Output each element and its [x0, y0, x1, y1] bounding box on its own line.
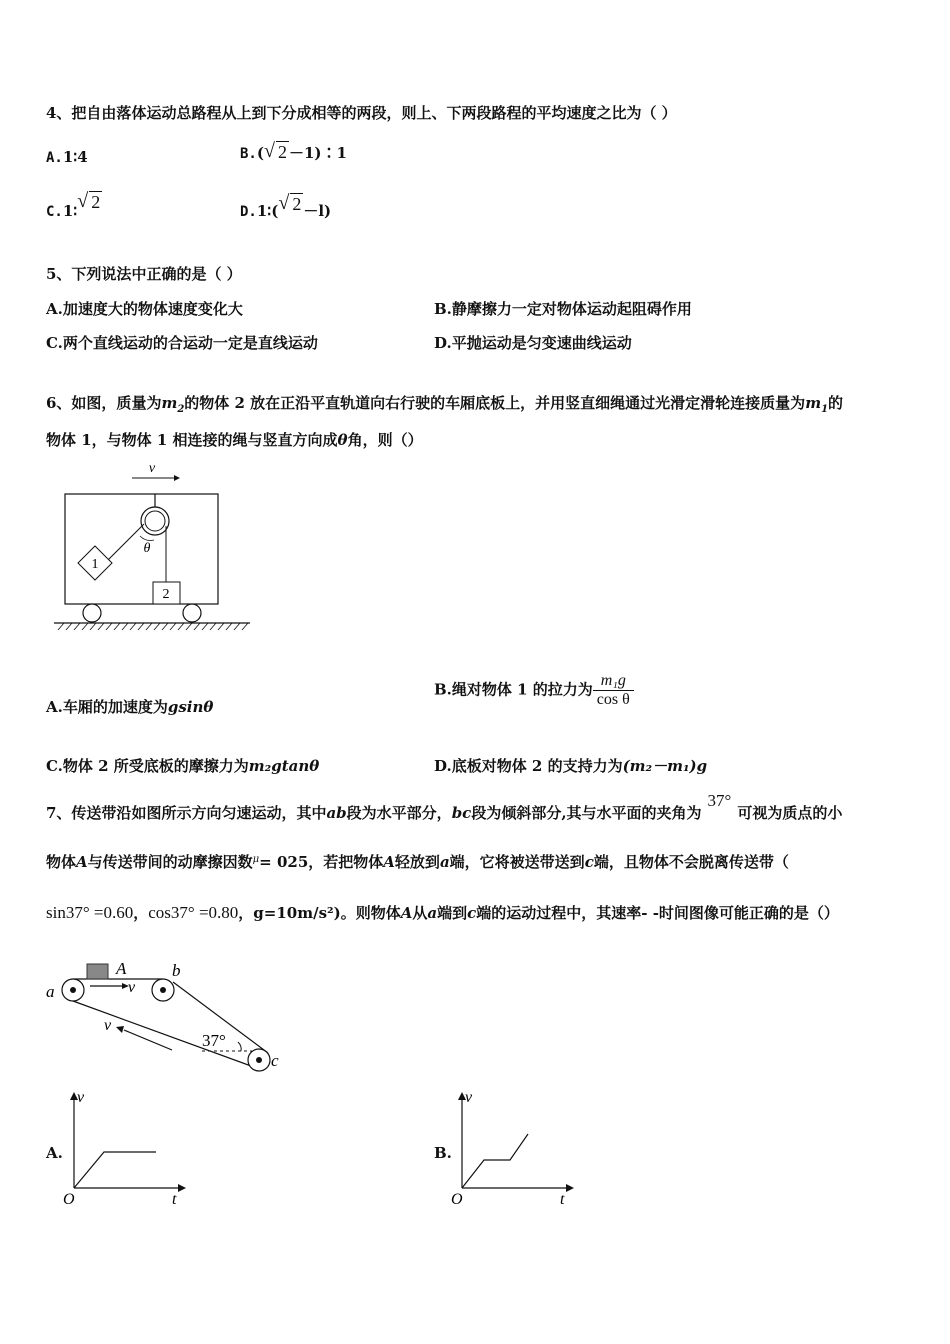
q7-a-end: a: [439, 853, 450, 871]
q4-c-label: C.: [46, 204, 63, 220]
q4-c-pre: 1∶: [62, 202, 78, 220]
q4-d-label: D.: [240, 204, 257, 220]
fig-label-c: c: [271, 1051, 279, 1070]
q4-d-post: －l): [303, 202, 332, 220]
svg-text:2: 2: [162, 587, 170, 602]
q7-graph-a: [60, 1088, 190, 1210]
graph-b-o-label: O: [451, 1191, 463, 1208]
q7-line2-e: 端，它将被送带送到: [449, 853, 585, 871]
q4-b-label: B.: [240, 146, 257, 162]
q7-sin: sin37° =0.60: [46, 903, 134, 922]
q4-a-text: 1∶4: [62, 148, 88, 166]
fig-v-label: v: [148, 461, 156, 476]
graph-a-o-label: O: [63, 1191, 75, 1208]
angled-rope: [106, 524, 144, 562]
q6-line1-a: 6、如图，质量为: [46, 394, 162, 412]
q6-option-a: [46, 696, 213, 717]
q7-graph-b: [448, 1088, 578, 1210]
fig-v-top: v: [128, 979, 136, 996]
q4-option-c: [46, 190, 102, 221]
q6-d-expr: (m₂－m₁)g: [622, 757, 708, 775]
q6-a-pre: A.车厢的加速度为: [46, 698, 168, 716]
q7-conveyor-figure: [42, 956, 292, 1076]
q7-line2: [46, 851, 789, 872]
q7-bc: bc: [451, 804, 472, 822]
q6-theta: θ: [337, 431, 348, 449]
q6-d-pre: D.底板对物体 2 的支持力为: [434, 757, 623, 775]
q4-b-post: －1)∶1: [288, 144, 347, 162]
block-2: [153, 582, 180, 604]
q6-line2-b: 角，则（）: [347, 431, 423, 449]
q7-line3-d: 端的运动过程中，其速率- -时间图像可能正确的是（）: [476, 904, 839, 922]
q7-line2-b: 与传送带间的动摩擦因数: [87, 853, 253, 871]
graph-b-t-label: t: [560, 1191, 565, 1208]
q7-option-a-label: A.: [46, 1144, 63, 1162]
q5-option-c: C.两个直线运动的合运动一定是直线运动: [46, 334, 318, 352]
q4-d-pre: 1∶(: [256, 202, 279, 220]
q5-stem: 5、下列说法中正确的是（ ）: [46, 265, 242, 283]
block-1: [78, 546, 112, 580]
t-axis-arrow: [178, 1184, 186, 1192]
q7-c-end: c: [584, 853, 594, 871]
q6-b-pre: B.绳对物体 1 的拉力为: [434, 680, 593, 699]
roller-b: [152, 979, 174, 1001]
theta-arc: [140, 536, 154, 541]
q6-line2: [46, 429, 423, 450]
block-A: [87, 964, 108, 979]
q4-option-d: [240, 192, 332, 221]
pulley-icon: [141, 494, 169, 535]
q5-option-b: B.静摩擦力一定对物体运动起阻碍作用: [434, 300, 692, 318]
fig-label-A: A: [116, 959, 127, 978]
q6-option-b: [434, 672, 634, 709]
q7-angle: 37°: [707, 791, 732, 810]
fig-theta-label: θ: [143, 541, 151, 556]
q7-line3-a: ，g=10m/s²)。则物体: [238, 904, 401, 922]
q4-c-sqrt: √ 2: [77, 190, 101, 212]
q6-option-c: [46, 755, 319, 776]
graph-a-curve: [74, 1152, 156, 1188]
q7-line1-a: 7、传送带沿如图所示方向匀速运动，其中: [46, 804, 327, 822]
q7-option-b-label: B.: [434, 1144, 452, 1162]
q7-A-1: A: [76, 853, 88, 871]
q6-option-d: [434, 755, 707, 776]
svg-text:1: 1: [91, 557, 99, 572]
roller-a: [62, 979, 84, 1001]
fig-label-b: b: [172, 961, 181, 980]
q6-m2: $m_2$: [161, 394, 185, 415]
q7-line2-d: 轻放到: [394, 853, 440, 871]
q7-comma: ，: [133, 904, 149, 922]
wheel-left: [83, 604, 101, 622]
q7-A-3: A: [400, 904, 413, 922]
q7-line3-c: 端到: [437, 904, 468, 922]
q7-line2-c: = 025，若把物体: [259, 853, 384, 871]
q7-line1-b: 段为水平部分，: [346, 804, 452, 822]
q4-b-pre: (: [256, 144, 264, 162]
graph-a-v-label: v: [77, 1089, 85, 1106]
q6-line1: [46, 392, 843, 415]
q7-line1: [46, 791, 843, 823]
q6-line1-c: 的: [828, 394, 844, 412]
q5-option-a: A.加速度大的物体速度变化大: [46, 300, 243, 318]
fig-angle-label: 37°: [202, 1031, 226, 1050]
q4-option-a: [46, 148, 88, 166]
fig-label-a: a: [46, 982, 55, 1001]
q7-ab: ab: [326, 804, 347, 822]
cart-body: [65, 494, 218, 604]
q4-b-sqrt: √ 2: [263, 140, 287, 162]
q7-line3: [46, 902, 839, 923]
t-axis-arrow: [566, 1184, 574, 1192]
q6-a-expr: gsinθ: [167, 698, 214, 716]
roller-c: [248, 1049, 270, 1071]
q4-d-sqrt: √ 2: [278, 192, 302, 214]
q7-A-2: A: [383, 853, 395, 871]
q4-a-label: A.: [46, 150, 63, 166]
q6-line2-a: 物体 1，与物体 1 相连接的绳与竖直方向成: [46, 431, 338, 449]
q6-line1-b: 的物体 2 放在正沿平直轨道向右行驶的车厢底板上，并用竖直细绳通过光滑定滑轮连接质量为: [184, 394, 806, 412]
wheel-right: [183, 604, 201, 622]
belt-arrow-top: [90, 979, 136, 996]
q6-b-fraction: $\frac{\text{m₁g}}{\text{cos θ}}$: [593, 672, 634, 709]
ground-track: [54, 623, 250, 630]
q7-line2-f: 端，且物体不会脱离传送带（: [593, 853, 789, 871]
graph-b-v-label: v: [465, 1089, 473, 1106]
q4-stem: 4、把自由落体运动总路程从上到下分成相等的两段，则上、下两段路程的平均速度之比为（ ）: [46, 104, 677, 122]
fig-v-bottom: v: [104, 1017, 112, 1034]
q6-cart-figure: [50, 456, 260, 638]
velocity-arrow: [132, 461, 180, 481]
angle-arc: [238, 1042, 241, 1051]
q7-line3-b: 从: [412, 904, 428, 922]
q6-c-pre: C.物体 2 所受底板的摩擦力为: [46, 757, 249, 775]
q7-line1-d: 可视为质点的小: [737, 804, 843, 822]
q7-cos: cos37° =0.80: [148, 903, 239, 922]
q7-a-end-2: a: [427, 904, 438, 922]
q7-c-end-2: c: [467, 904, 477, 922]
graph-a-t-label: t: [172, 1191, 177, 1208]
graph-b-curve: [462, 1134, 528, 1188]
q7-mu: μ: [252, 854, 260, 865]
q4-option-b: [240, 142, 347, 163]
q6-c-expr: m₂gtanθ: [248, 757, 320, 775]
q7-line2-a: 物体: [46, 853, 77, 871]
q5-option-d: D.平抛运动是匀变速曲线运动: [434, 334, 632, 352]
q7-line1-c: 段为倾斜部分,其与水平面的夹角为: [471, 804, 702, 822]
q6-m1: $m_1$: [805, 394, 829, 415]
